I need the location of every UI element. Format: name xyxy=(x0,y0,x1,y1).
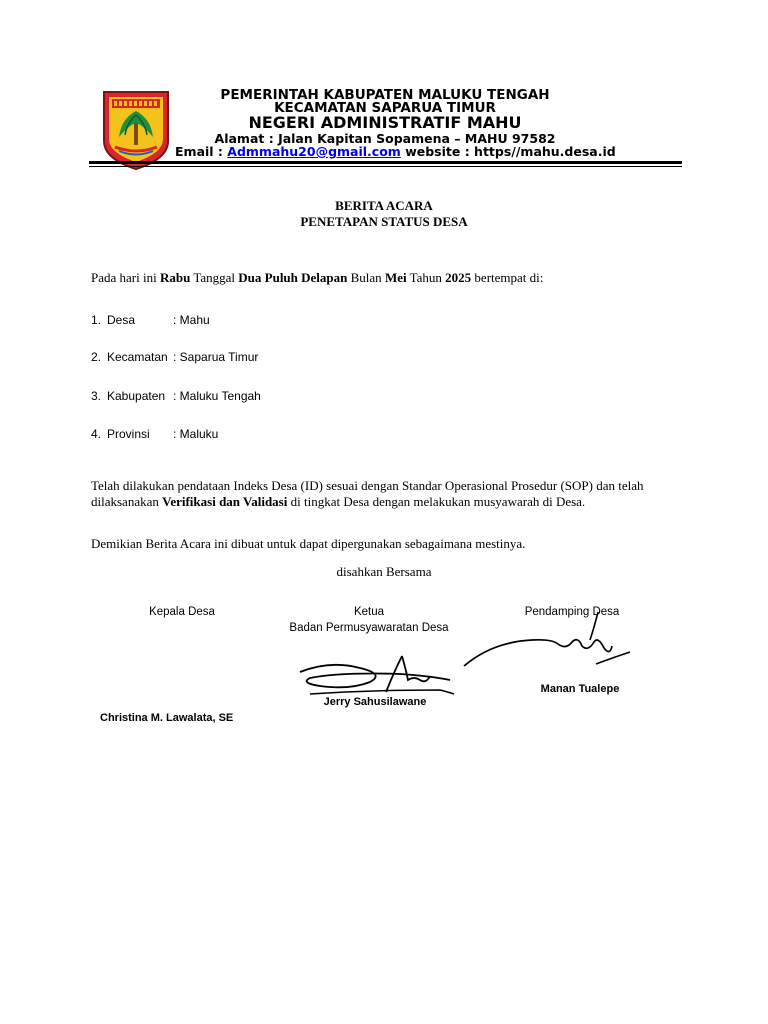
kepala-desa-title: Kepala Desa xyxy=(149,606,215,618)
opening-month: Mei xyxy=(384,270,407,285)
location-item-desa xyxy=(91,313,210,327)
website-text: website : https//mahu.desa.id xyxy=(400,144,616,159)
statement-text: di tingkat Desa dengan melakukan musyawarah di Desa. xyxy=(287,494,586,509)
item-number: 4. xyxy=(91,427,102,441)
ketua-signature xyxy=(290,650,460,700)
pendamping-desa-title: Pendamping Desa xyxy=(524,606,620,618)
item-label: Desa xyxy=(107,313,136,327)
letterhead-address: Alamat : Jalan Kapitan Sopamena – MAHU 97582 xyxy=(214,131,556,146)
regency-crest-logo xyxy=(101,89,171,171)
letterhead-divider-thin xyxy=(89,166,682,167)
item-value: : Maluku xyxy=(173,427,219,441)
opening-text: bertempat di: xyxy=(471,270,544,285)
statement-emphasis: Verifikasi dan Validasi xyxy=(162,494,288,509)
bpd-title: Badan Permusyawaratan Desa xyxy=(289,622,449,634)
kepala-desa-name: Christina M. Lawalata, SE xyxy=(100,712,234,724)
pendamping-name: Manan Tualepe xyxy=(540,683,620,695)
document-subtitle: PENETAPAN STATUS DESA xyxy=(300,214,468,229)
item-number: 3. xyxy=(91,389,102,403)
item-value: : Mahu xyxy=(173,313,210,327)
opening-day: Rabu xyxy=(159,270,191,285)
location-item-kecamatan xyxy=(91,350,258,364)
ratified-caption: disahkan Bersama xyxy=(336,564,432,579)
item-number: 1. xyxy=(91,313,102,327)
email-label: Email : xyxy=(175,144,228,159)
item-label: Provinsi xyxy=(107,427,150,441)
item-number: 2. xyxy=(91,350,102,364)
ketua-title: Ketua xyxy=(353,606,385,618)
statement-text: Telah dilakukan pendataan Indeks Desa (ID) sesuai dengan Standar Operasional Prosedur (SOP) dan telah dilaksanakan xyxy=(91,478,644,509)
item-label: Kecamatan xyxy=(107,350,168,364)
opening-text: Tanggal xyxy=(190,270,239,285)
opening-text: Bulan xyxy=(347,270,385,285)
ketua-name: Jerry Sahusilawane xyxy=(323,696,427,708)
opening-text: Tahun xyxy=(406,270,446,285)
letterhead-district: KECAMATAN SAPARUA TIMUR xyxy=(274,100,496,116)
opening-sentence xyxy=(91,270,543,286)
letterhead-village: NEGERI ADMINISTRATIF MAHU xyxy=(248,113,522,132)
letterhead-contact xyxy=(175,144,616,159)
item-value: : Maluku Tengah xyxy=(173,389,261,403)
letterhead-divider-thick xyxy=(89,161,682,164)
location-item-kabupaten xyxy=(91,389,261,403)
opening-year: 2025 xyxy=(445,270,472,285)
closing-paragraph: Demikian Berita Acara ini dibuat untuk dapat dipergunakan sebagaimana mestinya. xyxy=(91,536,526,551)
opening-text: Pada hari ini xyxy=(91,270,160,285)
document-title: BERITA ACARA xyxy=(335,198,433,213)
email-link[interactable]: Admmahu20@gmail.com xyxy=(227,144,401,159)
statement-paragraph xyxy=(91,478,681,510)
pendamping-signature xyxy=(462,606,634,672)
item-label: Kabupaten xyxy=(107,389,166,403)
opening-date: Dua Puluh Delapan xyxy=(238,270,348,285)
item-value: : Saparua Timur xyxy=(173,350,259,364)
location-item-provinsi xyxy=(91,427,218,441)
letterhead-regency: PEMERINTAH KABUPATEN MALUKU TENGAH xyxy=(220,87,550,103)
